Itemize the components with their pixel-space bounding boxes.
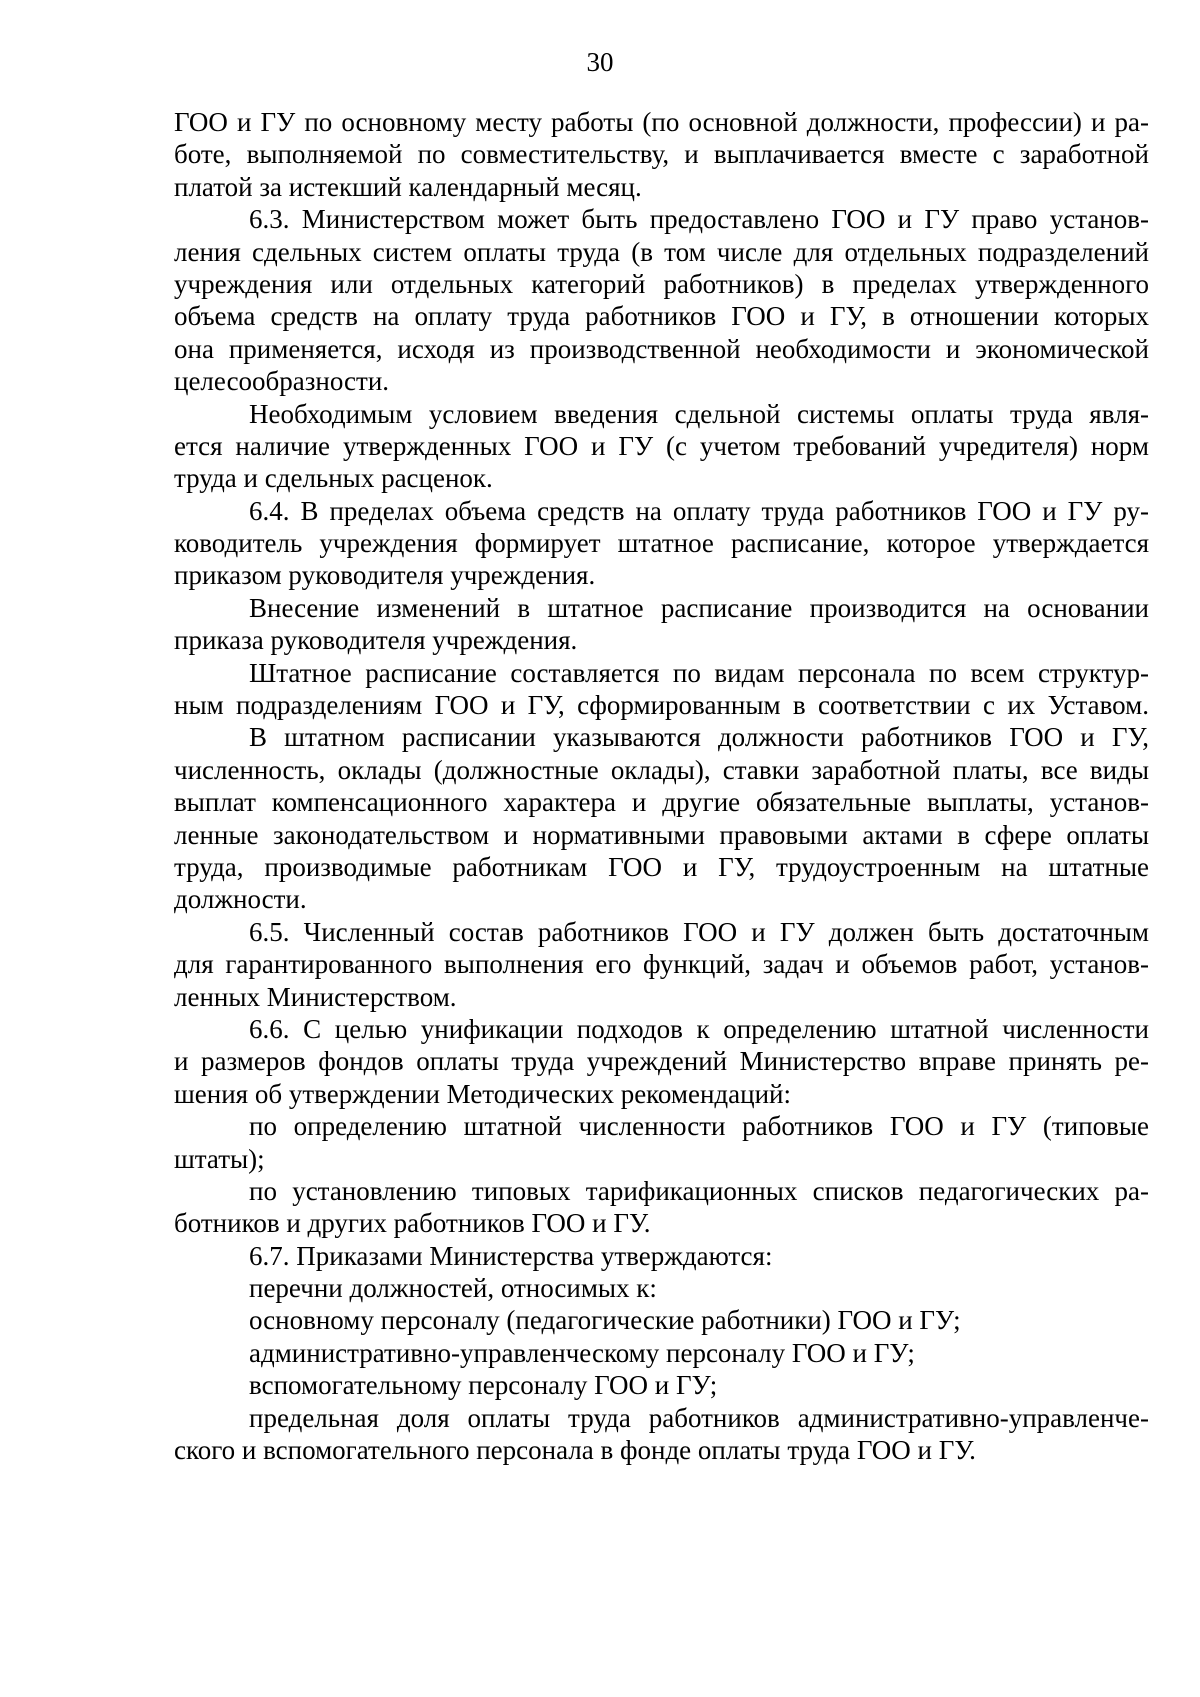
text-line: Штатное расписание составляется по видам персонала по всем структур- [249, 657, 1149, 688]
text-line: по определению штатной численности работников ГОО и ГУ (типовые [249, 1111, 1149, 1142]
text-line: ется наличие утвержденных ГОО и ГУ (с учетом требований учредителя) норм [174, 430, 1149, 461]
text-line: учреждения или отдельных категорий работников) в пределах утвержденного [174, 268, 1149, 299]
text-line: приказа руководителя учреждения. [174, 625, 578, 656]
text-line: выплат компенсационного характера и другие обязательные выплаты, установ- [174, 787, 1149, 818]
text-line: вспомогательному персоналу ГОО и ГУ; [249, 1370, 718, 1401]
text-line: по установлению типовых тарификационных списков педагогических ра- [249, 1175, 1149, 1206]
text-line: труда, производимые работникам ГОО и ГУ, трудоустроенным на штатные [174, 851, 1149, 882]
text-line: 6.6. С целью унификации подходов к определению штатной численности [249, 1013, 1149, 1044]
text-line: штаты); [174, 1143, 265, 1174]
text-line: должности. [174, 884, 307, 915]
text-line: административно-управленческому персоналу ГОО и ГУ; [249, 1337, 915, 1368]
text-line: Необходимым условием введения сдельной системы оплаты труда явля- [249, 398, 1149, 429]
text-line: труда и сдельных расценок. [174, 463, 493, 494]
document-body [174, 106, 1149, 1466]
text-line: В штатном расписании указываются должности работников ГОО и ГУ, [249, 722, 1149, 753]
text-line: приказом руководителя учреждения. [174, 560, 596, 591]
text-line: ленных Министерством. [174, 981, 457, 1012]
text-line: предельная доля оплаты труда работников административно-управленче- [249, 1402, 1149, 1433]
text-line: ным подразделениям ГОО и ГУ, сформированным в соответствии с их Уставом. [174, 690, 1149, 721]
text-line: и размеров фондов оплаты труда учреждений Министерство вправе принять ре- [174, 1046, 1149, 1077]
text-line: 6.5. Численный состав работников ГОО и ГУ должен быть достаточным [249, 916, 1149, 947]
page-number: 30 [586, 47, 614, 77]
text-line: объема средств на оплату труда работников ГОО и ГУ, в отношении которых [174, 301, 1149, 332]
text-line: перечни должностей, относимых к: [249, 1273, 657, 1304]
text-line: боте, выполняемой по совместительству, и выплачивается вместе с заработной [174, 139, 1149, 170]
text-line: ления сдельных систем оплаты труда (в том числе для отдельных подразделений [174, 236, 1149, 267]
text-line: ГОО и ГУ по основному месту работы (по основной должности, профессии) и ра- [174, 107, 1149, 137]
text-line: численность, оклады (должностные оклады), ставки заработной платы, все виды [174, 754, 1149, 785]
text-line: ководитель учреждения формирует штатное расписание, которое утверждается [174, 528, 1149, 559]
text-line: она применяется, исходя из производственной необходимости и экономической [174, 333, 1149, 364]
text-line: основному персоналу (педагогические работники) ГОО и ГУ; [249, 1305, 961, 1336]
text-line: ского и вспомогательного персонала в фонде оплаты труда ГОО и ГУ. [174, 1435, 976, 1466]
text-line: 6.4. В пределах объема средств на оплату труда работников ГОО и ГУ ру- [249, 495, 1149, 526]
text-line: шения об утверждении Методических рекомендаций: [174, 1078, 792, 1109]
text-line: для гарантированного выполнения его функций, задач и объемов работ, установ- [174, 949, 1149, 980]
text-line: ботников и других работников ГОО и ГУ. [174, 1208, 651, 1239]
text-line: платой за истекший календарный месяц. [174, 171, 642, 202]
text-line: Внесение изменений в штатное расписание производится на основании [249, 592, 1149, 623]
text-line: целесообразности. [174, 366, 390, 397]
text-line: 6.7. Приказами Министерства утверждаются: [249, 1240, 773, 1271]
text-line: ленные законодательством и нормативными правовыми актами в сфере оплаты [174, 819, 1149, 850]
text-line: 6.3. Министерством может быть предоставлено ГОО и ГУ право установ- [249, 204, 1149, 235]
